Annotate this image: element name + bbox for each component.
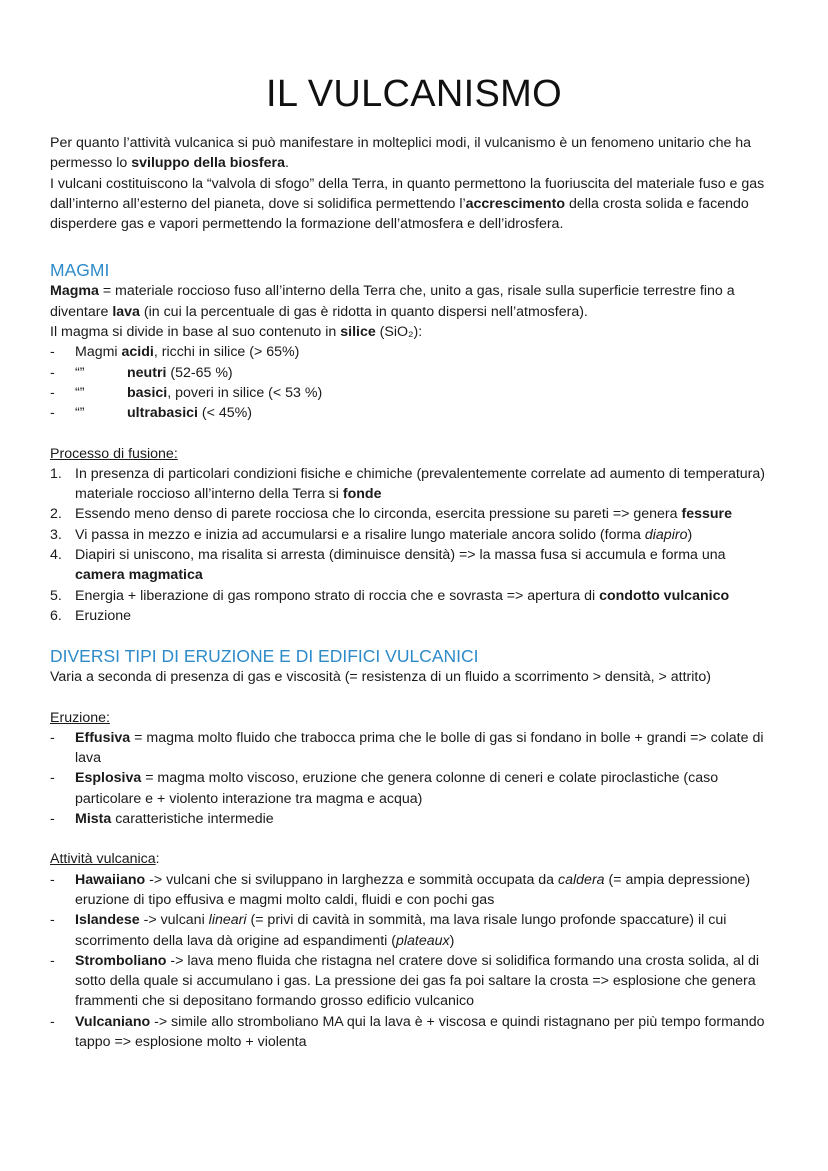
magma-definition: Magma = materiale roccioso fuso all’interno della Terra che, unito a gas, risale sulla superficie terrestre fino a diventare lava (in cui la percentuale di gas è ridotta in quanto dispersi nell’atmosfera). [50,283,735,320]
fusion-step: 5. Energia + liberazione di gas rompono strato di roccia che e sovrasta => apertura di condotto vulcanico [50,587,730,604]
fusion-step: 2. Essendo meno denso di parete rocciosa che lo circonda, esercita pressione su pareti => genera fessure [50,506,732,523]
section-heading-eruzioni: DIVERSI TIPI DI ERUZIONE E DI EDIFICI VULCANICI [50,646,479,667]
eruption-item: - Effusiva = magma molto fluido che trabocca prima che le bolle di gas si fondano in bolle + grandi => colate di lava [50,729,764,767]
subheading-fusione: Processo di fusione: [50,445,178,462]
activity-item-hawaiiano: - Hawaiiano -> vulcani che si sviluppano in larghezza e sommità occupata da caldera (= ampia depressione) eruzione di tipo effusiva e magmi molto caldi, fluidi e con pochi gas [50,871,751,908]
silice-line: Il magma si divide in base al suo contenuto in silice (SiO₂): [50,324,423,341]
fusion-step: 3. Vi passa in mezzo e inizia ad accumularsi e a risalire lungo materiale ancora solido (forma diapiro) [50,526,693,543]
fusion-step: 1. In presenza di particolari condizioni fisiche e chimiche (prevalentemente correlate ad aumento di temperatura) materiale roccioso all’interno della Terra si fonde [50,465,766,503]
section-heading-magmi: MAGMI [50,260,110,281]
magma-type-item: - “” basici, poveri in silice (< 53 %) [50,384,323,401]
magma-type-item: - Magmi acidi, ricchi in silice (> 65%) [50,344,300,361]
activity-item-vulcaniano: - Vulcaniano -> simile allo stromboliano MA qui la lava è + viscosa e quindi ristagnano per più tempo formando tappo => esplosione molto + violenta [50,1013,765,1050]
subheading-attivita: Attività vulcanica: [50,851,160,868]
intro-paragraph-2: I vulcani costituiscono la “valvola di sfogo” della Terra, in quanto permettono la fuoriuscita del materiale fuso e gas dall’interno all’esterno del pianeta, dove si solidifica permettendo l’accrescimento della crosta solida e facendo disperdere gas e vapori permettendo la formazione dell’atmosfera e dell’idrosfera. [50,175,765,233]
fusion-step: 6. Eruzione [50,607,131,624]
eruption-item: - Mista caratteristiche intermedie [50,811,274,828]
magma-type-item: - “” neutri (52-65 %) [50,364,233,381]
magma-type-item: - “” ultrabasici (< 45%) [50,405,252,422]
fusion-step: 4. Diapiri si uniscono, ma risalita si arresta (diminuisce densità) => la massa fusa si accumula e forma una camera magmatica [50,547,726,584]
activity-item-islandese: - Islandese -> vulcani lineari (= privi di cavità in sommità, ma lava risale lungo profonde spaccature) il cui scorrimento della lava dà origine ad espandimenti (plateaux) [50,912,727,949]
activity-item-stromboliano: - Stromboliano -> lava meno fluida che ristagna nel cratere dove si solidifica formando una crosta solida, al di sotto della quale si accumulano i gas. La pressione dei gas fa poi saltare la crosta => esplosione che genera frammenti che si depositano formando grosso edificio vulcanico [50,952,760,1010]
eruption-item: - Esplosiva = magma molto viscoso, eruzione che genera colonne di ceneri e colate piroclastiche (caso particolare e + violento interazione tra magma e acqua) [50,770,719,807]
page-title: IL VULCANISMO [265,73,562,115]
document-body [50,133,778,1052]
intro-paragraph-1: Per quanto l’attività vulcanica si può manifestare in molteplici modi, il vulcanismo è un fenomeno unitario che ha permesso lo sviluppo della biosfera. [50,135,752,172]
subheading-eruzione: Eruzione: [50,709,110,726]
eruzioni-intro: Varia a seconda di presenza di gas e viscosità (= resistenza di un fluido a scorrimento > densità, > attrito) [50,669,711,686]
